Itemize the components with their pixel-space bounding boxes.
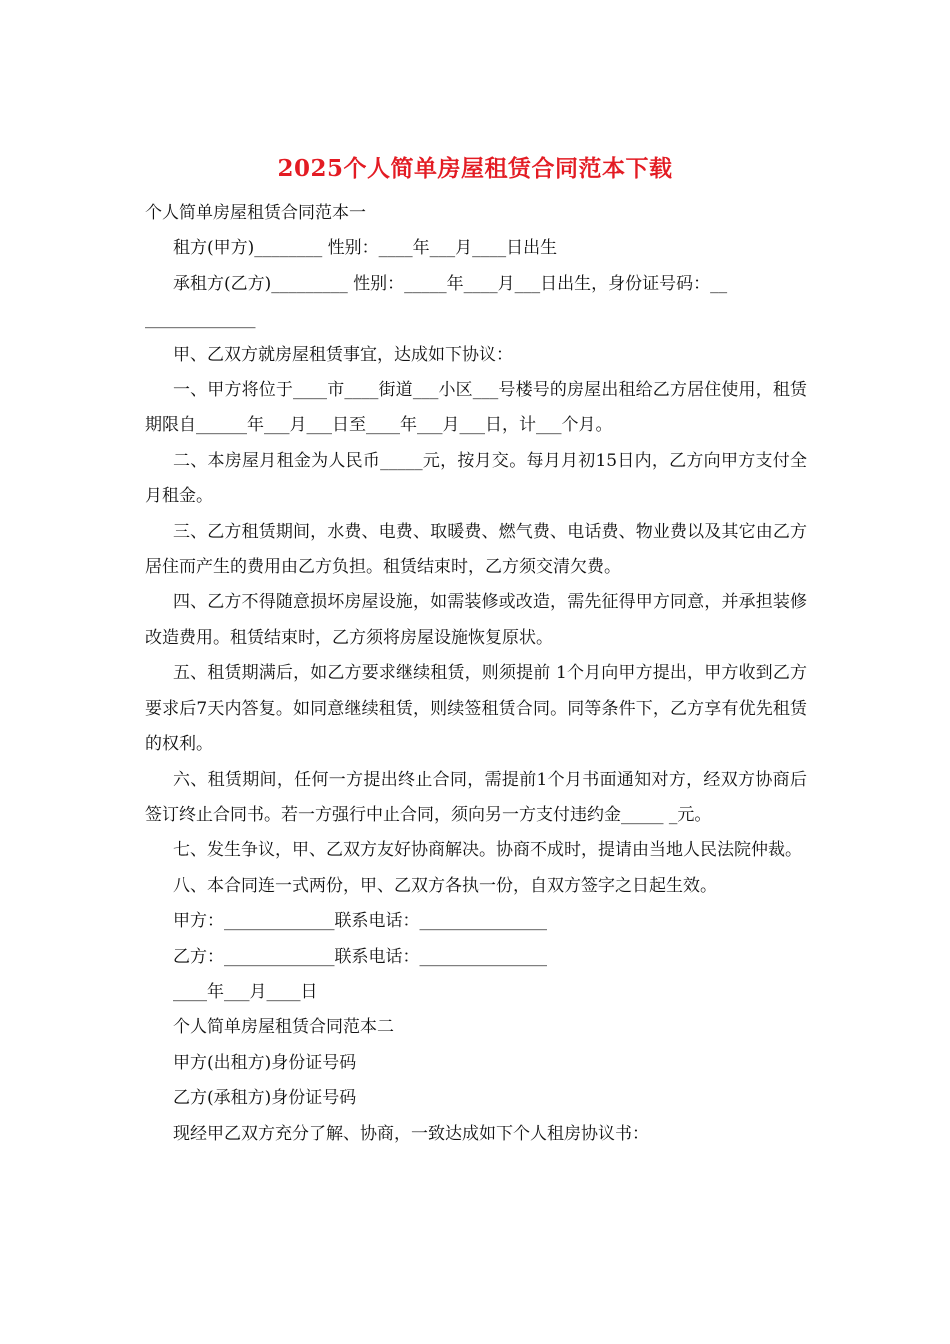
paragraph-clause-7: 七、发生争议，甲、乙双方友好协商解决。协商不成时，提请由当地人民法院仲裁。 bbox=[173, 840, 802, 861]
paragraph-date-line: ____年___月____日 bbox=[173, 981, 318, 1002]
paragraph-id-continuation: _____________ bbox=[145, 309, 256, 330]
paragraph-clause-1: 一、甲方将位于____市____街道___小区___号楼号的房屋出租给乙方居住使用，租赁期限自______年___月___日至____年___月___日，计___个月。 bbox=[145, 380, 807, 436]
paragraph-sample-two-intro: 现经甲乙双方充分了解、协商，一致达成如下个人租房协议书： bbox=[173, 1123, 649, 1144]
paragraph-party-b-signature: 乙方：_____________联系电话：_______________ bbox=[173, 946, 547, 967]
document-body bbox=[145, 196, 807, 1152]
paragraph-clause-5: 五、租赁期满后，如乙方要求继续租赁，则须提前 1个月向甲方提出，甲方收到乙方要求后7天内答复。如同意继续租赁，则续签租赁合同。同等条件下，乙方享有优先租赁的权利。 bbox=[145, 663, 807, 755]
paragraph-sample-two-heading: 个人简单房屋租赁合同范本二 bbox=[173, 1017, 394, 1038]
paragraph-clause-6: 六、租赁期间，任何一方提出终止合同，需提前1个月书面通知对方，经双方协商后签订终止合同书。若一方强行中止合同，须向另一方支付违约金_____ _元。 bbox=[145, 769, 807, 825]
paragraph-party-b-id: 乙方(承租方)身份证号码 bbox=[173, 1088, 357, 1109]
paragraph-sample-one-heading: 个人简单房屋租赁合同范本一 bbox=[145, 203, 366, 223]
document-title: 2025个人简单房屋租赁合同范本下载 bbox=[277, 155, 673, 182]
paragraph-clause-8: 八、本合同连一式两份，甲、乙双方各执一份，自双方签字之日起生效。 bbox=[173, 875, 717, 896]
paragraph-clause-2: 二、本房屋月租金为人民币_____元，按月交。每月月初15日内，乙方向甲方支付全月租金。 bbox=[145, 450, 807, 507]
paragraph-lessor-info: 租方(甲方)________ 性别：____年___月____日出生 bbox=[173, 238, 558, 259]
paragraph-clause-4: 四、乙方不得随意损坏房屋设施，如需装修或改造，需先征得甲方同意，并承担装修改造费用。租赁结束时，乙方须将房屋设施恢复原状。 bbox=[145, 592, 807, 648]
paragraph-party-a-signature: 甲方：_____________联系电话：_______________ bbox=[173, 911, 547, 932]
paragraph-lessee-info: 承租方(乙方)_________ 性别：_____年____月___日出生，身份证号码：__ bbox=[173, 273, 728, 294]
paragraph-party-a-id: 甲方(出租方)身份证号码 bbox=[173, 1052, 357, 1073]
paragraph-agreement-intro: 甲、乙双方就房屋租赁事宜，达成如下协议： bbox=[173, 344, 513, 365]
paragraph-clause-3: 三、乙方租赁期间，水费、电费、取暖费、燃气费、电话费、物业费以及其它由乙方居住而产生的费用由乙方负担。租赁结束时，乙方须交清欠费。 bbox=[145, 521, 807, 578]
